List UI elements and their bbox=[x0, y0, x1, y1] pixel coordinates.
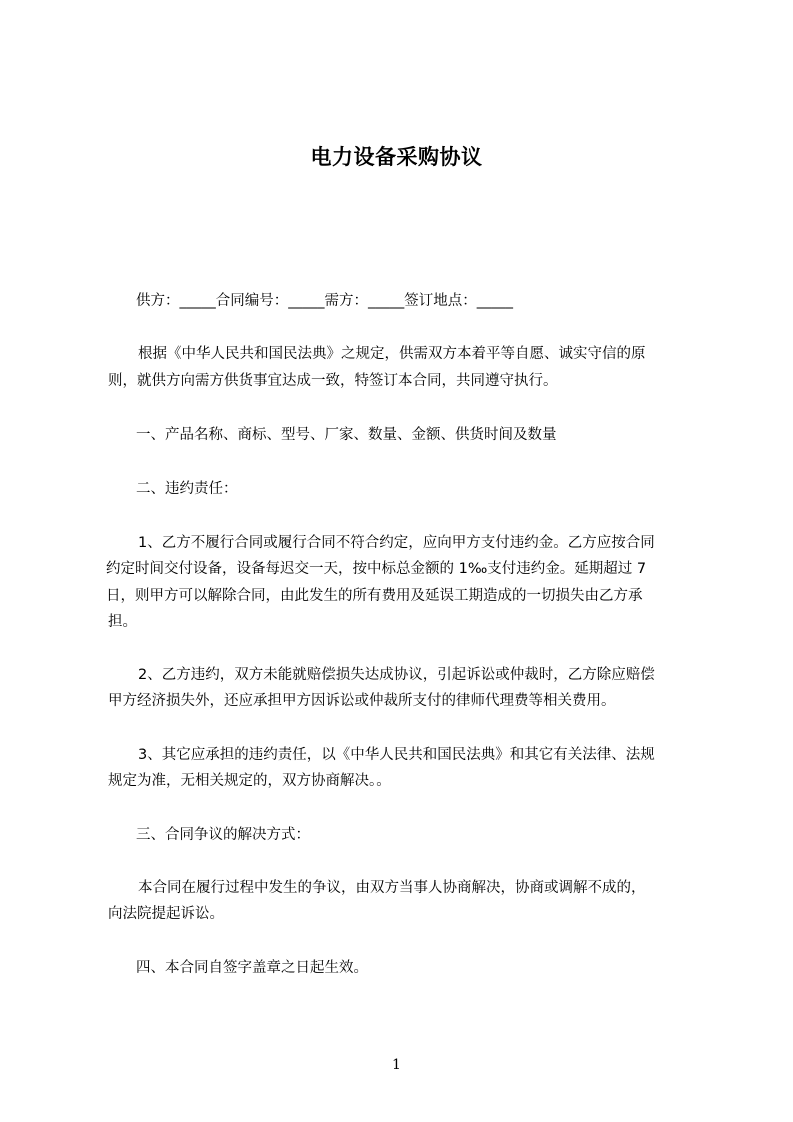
paragraph-line: 约定时间交付设备，设备每迟交一天，按中标总金额的 1‰支付违约金。延期超过 7 bbox=[106, 561, 647, 577]
paragraph-line: 2、乙方违约，双方未能就赔偿损失达成协议，引起诉讼或仲裁时，乙方除应赔偿 bbox=[138, 667, 655, 683]
paragraph-line: 则，就供方向需方供货事宜达成一致，特签订本合同，共同遵守执行。 bbox=[108, 373, 558, 389]
section-heading-line: 二、违约责任： bbox=[136, 481, 238, 497]
section-heading-line: 四、本合同自签字盖章之日起生效。 bbox=[136, 960, 368, 976]
page-number: 1 bbox=[392, 1057, 401, 1073]
paragraph-line: 3、其它应承担的违约责任，以《中华人民共和国民法典》和其它有关法律、法规 bbox=[138, 747, 655, 763]
paragraph-line: 根据《中华人民共和国民法典》之规定，供需双方本着平等自愿、诚实守信的原 bbox=[138, 346, 646, 362]
paragraph-line: 甲方经济损失外，还应承担甲方因诉讼或仲裁所支付的律师代理费等相关费用。 bbox=[108, 693, 616, 709]
paragraph-line: 规定为准，无相关规定的，双方协商解决。。 bbox=[108, 773, 391, 789]
section-heading-line: 一、产品名称、商标、型号、厂家、数量、金额、供货时间及数量 bbox=[136, 427, 557, 443]
contract-header-line: 供方：_____合同编号：_____需方：_____签订地点：_____ bbox=[136, 293, 513, 309]
paragraph-line: 担。 bbox=[108, 614, 137, 630]
paragraph-line: 向法院提起诉讼。 bbox=[108, 906, 224, 922]
document-title: 电力设备采购协议 bbox=[310, 145, 483, 169]
paragraph-line: 本合同在履行过程中发生的争议，由双方当事人协商解决，协商或调解不成的， bbox=[138, 880, 646, 896]
paragraph-line: 1、乙方不履行合同或履行合同不符合约定，应向甲方支付违约金。乙方应按合同 bbox=[138, 535, 655, 551]
section-heading-line: 三、合同争议的解决方式： bbox=[136, 827, 310, 843]
paragraph-line: 日，则甲方可以解除合同，由此发生的所有费用及延误工期造成的一切损失由乙方承 bbox=[106, 588, 643, 604]
